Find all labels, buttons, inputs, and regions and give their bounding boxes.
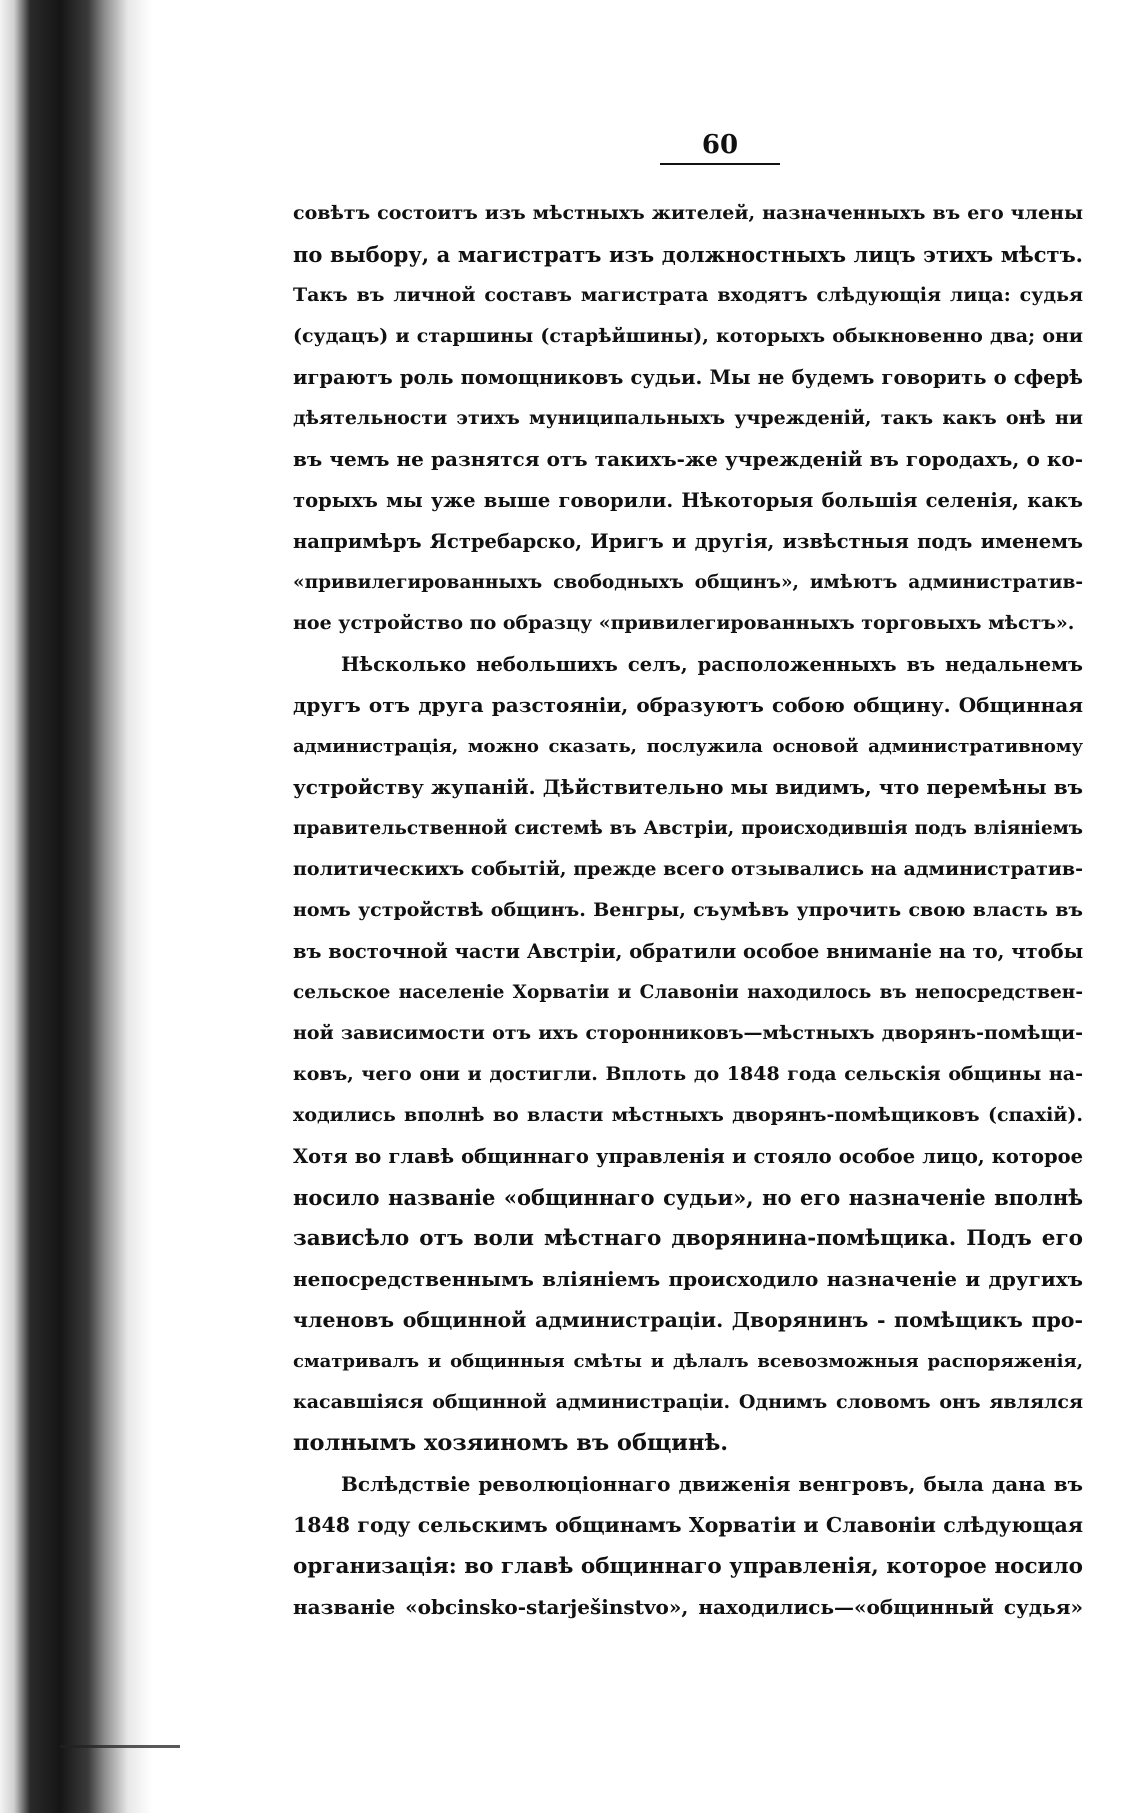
text-line: дѣятельности этихъ муниципальныхъ учрежденій, такъ какъ онѣ ни: [293, 407, 1083, 429]
text-line: по выбору, а магистратъ изъ должностныхъ лицъ этихъ мѣстъ.: [293, 242, 1083, 267]
text-line: (судацъ) и старшины (старѣйшины), которыхъ обыкновенно два; они: [293, 325, 1083, 347]
text-line: ковъ, чего они и достигли. Вплоть до 1848 года сельскія общины на-: [293, 1063, 1083, 1085]
text-line: торыхъ мы уже выше говорили. Нѣкоторыя большія селенія, какъ: [293, 489, 1083, 512]
text-line: политическихъ событій, прежде всего отзывались на административ-: [293, 858, 1083, 880]
text-line: Вслѣдствіе революціоннаго движенія венгровъ, была дана въ: [341, 1472, 1083, 1496]
page-header: [660, 130, 780, 165]
text-line: играютъ роль помощниковъ судьи. Мы не будемъ говорить о сферѣ: [293, 366, 1083, 389]
text-line: непосредственнымъ вліяніемъ происходило назначеніе и другихъ: [293, 1267, 1083, 1291]
text-line: организація: во главѣ общиннаго управленія, которое носило: [293, 1554, 1083, 1579]
text-line: ной зависимости отъ ихъ сторонниковъ—мѣстныхъ дворянъ-помѣщи-: [293, 1022, 1083, 1044]
text-line: членовъ общинной администраціи. Дворянинъ - помѣщикъ про-: [293, 1308, 1083, 1332]
text-line: правительственной системѣ въ Австріи, происходившія подъ вліяніемъ: [293, 818, 1083, 839]
book-binding-shadow: [0, 0, 152, 1813]
text-line: номъ устройствѣ общинъ. Венгры, съумѣвъ упрочить свою власть въ: [293, 899, 1083, 921]
text-line: носило названіе «общиннаго судьи», но его назначеніе вполнѣ: [293, 1185, 1083, 1210]
text-line: зависѣло отъ воли мѣстнаго дворянина-помѣщика. Подъ его: [293, 1226, 1083, 1251]
binding-shadow-edge: [60, 1745, 180, 1748]
text-line: устройству жупаній. Дѣйствительно мы видимъ, что перемѣны въ: [293, 775, 1083, 799]
text-line: 1848 году сельскимъ общинамъ Хорватіи и Славоніи слѣдующая: [293, 1513, 1083, 1537]
text-line: администрація, можно сказать, послужила основой административному: [293, 736, 1083, 757]
text-line: Нѣсколько небольшихъ селъ, расположенныхъ въ недальнемъ: [341, 653, 1083, 676]
text-line: совѣтъ состоитъ изъ мѣстныхъ жителей, назначенныхъ въ его члены: [293, 202, 1083, 224]
header-rule: [660, 163, 780, 165]
text-line: сматривалъ и общинныя смѣты и дѣлалъ всевозможныя распоряженія,: [293, 1351, 1083, 1372]
text-line: полнымъ хозяиномъ въ общинѣ.: [293, 1430, 729, 1456]
page-text: [293, 193, 1083, 1628]
text-line: Хотя во главѣ общиннаго управленія и стояло особое лицо, которое: [293, 1145, 1083, 1168]
text-line: «привилегированныхъ свободныхъ общинъ», имѣютъ административ-: [293, 572, 1083, 593]
text-line: названіе «obcinsko-starješinstvo», находились—«общинный судья»: [293, 1595, 1083, 1619]
text-line: ное устройство по образцу «привилегированныхъ торговыхъ мѣстъ».: [293, 612, 1075, 634]
text-line: напримѣръ Ястребарско, Иригъ и другія, извѣстныя подъ именемъ: [293, 530, 1083, 553]
page-number: 60: [701, 130, 739, 160]
text-line: въ восточной части Австріи, обратили особое вниманіе на то, чтобы: [293, 940, 1084, 963]
text-line: ходились вполнѣ во власти мѣстныхъ дворянъ-помѣщиковъ (спахій).: [293, 1104, 1083, 1126]
text-line: Такъ въ личной составъ магистрата входятъ слѣдующія лица: судья: [293, 284, 1083, 306]
text-line: другъ отъ друга разстояніи, образуютъ собою общину. Общинная: [293, 693, 1083, 717]
text-line: сельское населеніе Хорватіи и Славоніи находилось въ непосредствен-: [293, 982, 1083, 1003]
text-line: въ чемъ не разнятся отъ такихъ-же учрежденій въ городахъ, о ко-: [293, 447, 1083, 471]
text-line: касавшіяся общинной администраціи. Однимъ словомъ онъ являлся: [293, 1391, 1083, 1413]
